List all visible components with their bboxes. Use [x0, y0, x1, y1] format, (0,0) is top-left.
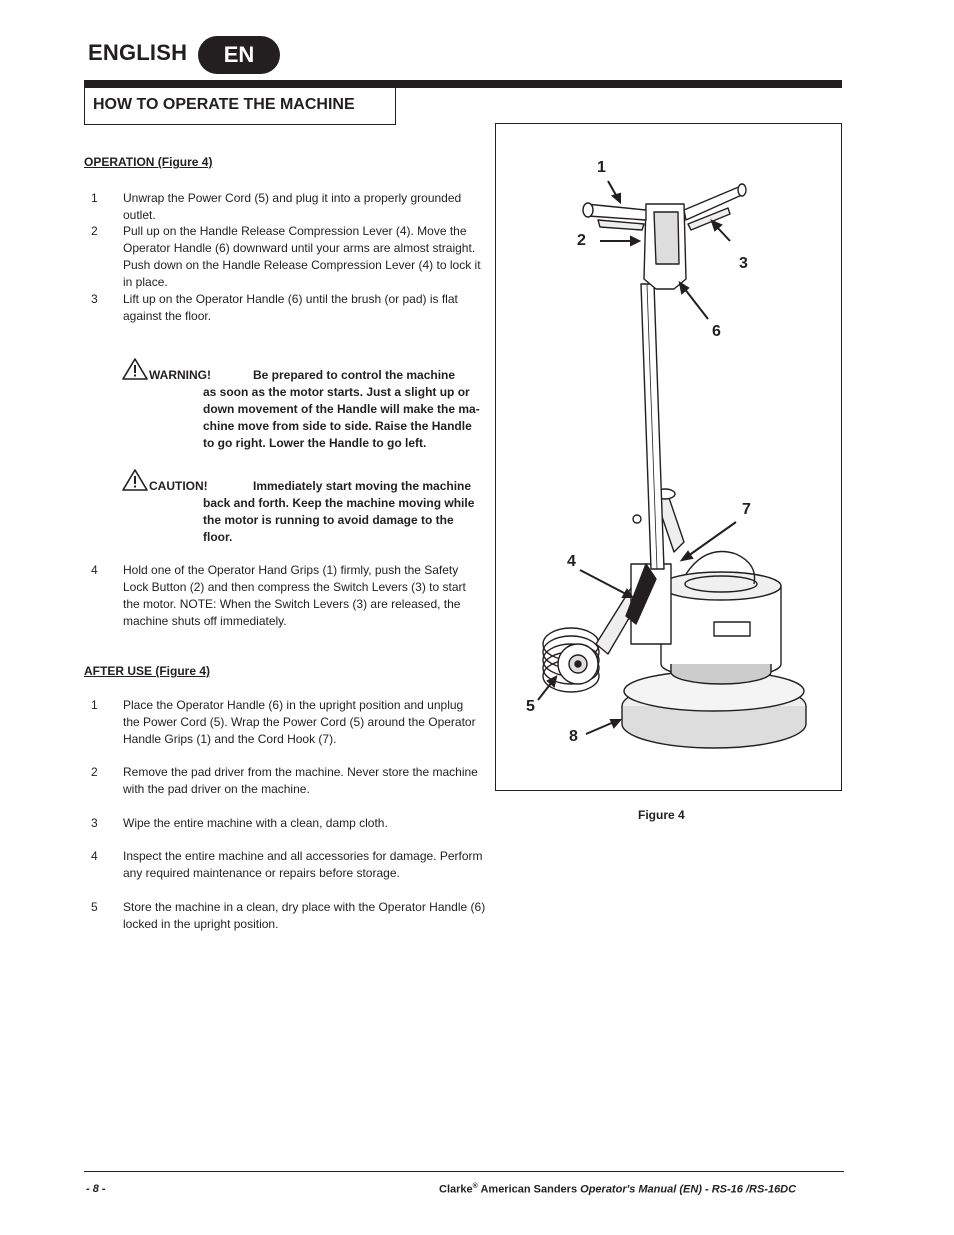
step-number: 3 — [91, 816, 98, 830]
caution-line: floor. — [203, 530, 233, 544]
step-line: Hold one of the Operator Hand Grips (1) firmly, push the Safety — [123, 563, 459, 577]
step-line: locked in the upright position. — [123, 917, 279, 931]
callout-6: 6 — [712, 323, 721, 340]
warning-line: down movement of the Handle will make the ma- — [203, 402, 480, 416]
callout-8: 8 — [569, 728, 578, 745]
callout-2: 2 — [577, 232, 586, 249]
caution-line: the motor is running to avoid damage to the — [203, 513, 454, 527]
callout-4: 4 — [567, 553, 576, 570]
footer-title — [439, 1183, 796, 1196]
step-line: Wipe the entire machine with a clean, damp cloth. — [123, 816, 388, 830]
callout-7: 7 — [742, 501, 751, 518]
caution-notice — [122, 469, 482, 549]
page-number: - 8 - — [86, 1183, 106, 1195]
language-badge: EN — [198, 36, 280, 74]
step-line: with the pad driver on the machine. — [123, 782, 310, 796]
warning-line: to go right. Lower the Handle to go left. — [203, 436, 427, 450]
step-line: Lift up on the Operator Handle (6) until the brush (or pad) is flat — [123, 292, 458, 306]
step-line: any required maintenance or repairs before storage. — [123, 866, 400, 880]
caution-text-first: Immediately start moving the machine — [253, 479, 472, 493]
step-line: Lock Button (2) and then compress the Switch Levers (3) to start — [123, 580, 466, 594]
step-line: Pull up on the Handle Release Compression Lever (4). Move the — [123, 224, 467, 238]
step-number: 1 — [91, 698, 98, 712]
step-line: Remove the pad driver from the machine. Never store the machine — [123, 765, 478, 779]
warning-notice — [122, 358, 482, 458]
step-number: 1 — [91, 191, 98, 205]
callout-5: 5 — [526, 698, 535, 715]
warning-line: as soon as the motor starts. Just a slight up or — [203, 385, 470, 399]
figure-frame — [495, 123, 842, 791]
floor-machine-illustration — [496, 124, 841, 790]
step-line: in place. — [123, 275, 168, 289]
warning-label: WARNING! — [149, 368, 211, 382]
figure-caption: Figure 4 — [638, 808, 685, 822]
step-line: Handle Grips (1) and the Cord Hook (7). — [123, 732, 337, 746]
header-rule — [84, 80, 842, 88]
step-number: 4 — [91, 563, 98, 577]
step-line: Place the Operator Handle (6) in the upright position and unplug — [123, 698, 464, 712]
caution-line: back and forth. Keep the machine moving while — [203, 496, 475, 510]
step-line: Store the machine in a clean, dry place with the Operator Handle (6) — [123, 900, 486, 914]
step-line: Inspect the entire machine and all accessories for damage. Perform — [123, 849, 483, 863]
step-line: outlet. — [123, 208, 156, 222]
registered-mark: ® — [472, 1183, 478, 1190]
step-line: Push down on the Handle Release Compression Lever (4) to lock it — [123, 258, 481, 272]
step-line: against the floor. — [123, 309, 212, 323]
after-use-heading: AFTER USE (Figure 4) — [84, 664, 211, 678]
caution-label: CAUTION! — [149, 479, 208, 493]
footer-manual: Operator's Manual (EN) - RS-16 /RS-16DC — [580, 1183, 797, 1196]
callout-1: 1 — [597, 159, 606, 176]
step-line: the Power Cord (5). Wrap the Power Cord (5) around the Operator — [123, 715, 476, 729]
section-title: HOW TO OPERATE THE MACHINE — [93, 96, 355, 113]
operation-heading: OPERATION (Figure 4) — [84, 155, 213, 169]
warning-line: chine move from side to side. Raise the Handle — [203, 419, 472, 433]
step-number: 3 — [91, 292, 98, 306]
footer-brand: Clarke — [439, 1183, 473, 1196]
step-number: 2 — [91, 765, 98, 779]
footer-rule — [84, 1171, 844, 1172]
step-line: Unwrap the Power Cord (5) and plug it into a properly grounded — [123, 191, 462, 205]
step-line: the motor. NOTE: When the Switch Levers (3) are released, the — [123, 597, 461, 611]
step-number: 5 — [91, 900, 98, 914]
step-line: machine shuts off immediately. — [123, 614, 287, 628]
warning-triangle-icon — [122, 358, 148, 380]
step-number: 2 — [91, 224, 98, 238]
warning-text-first: Be prepared to control the machine — [253, 368, 456, 382]
step-number: 4 — [91, 849, 98, 863]
caution-triangle-icon — [122, 469, 148, 491]
language-title: ENGLISH — [88, 40, 188, 65]
step-line: Operator Handle (6) downward until your arms are almost straight. — [123, 241, 476, 255]
footer-company: American Sanders — [480, 1183, 578, 1196]
callout-3: 3 — [739, 255, 748, 272]
